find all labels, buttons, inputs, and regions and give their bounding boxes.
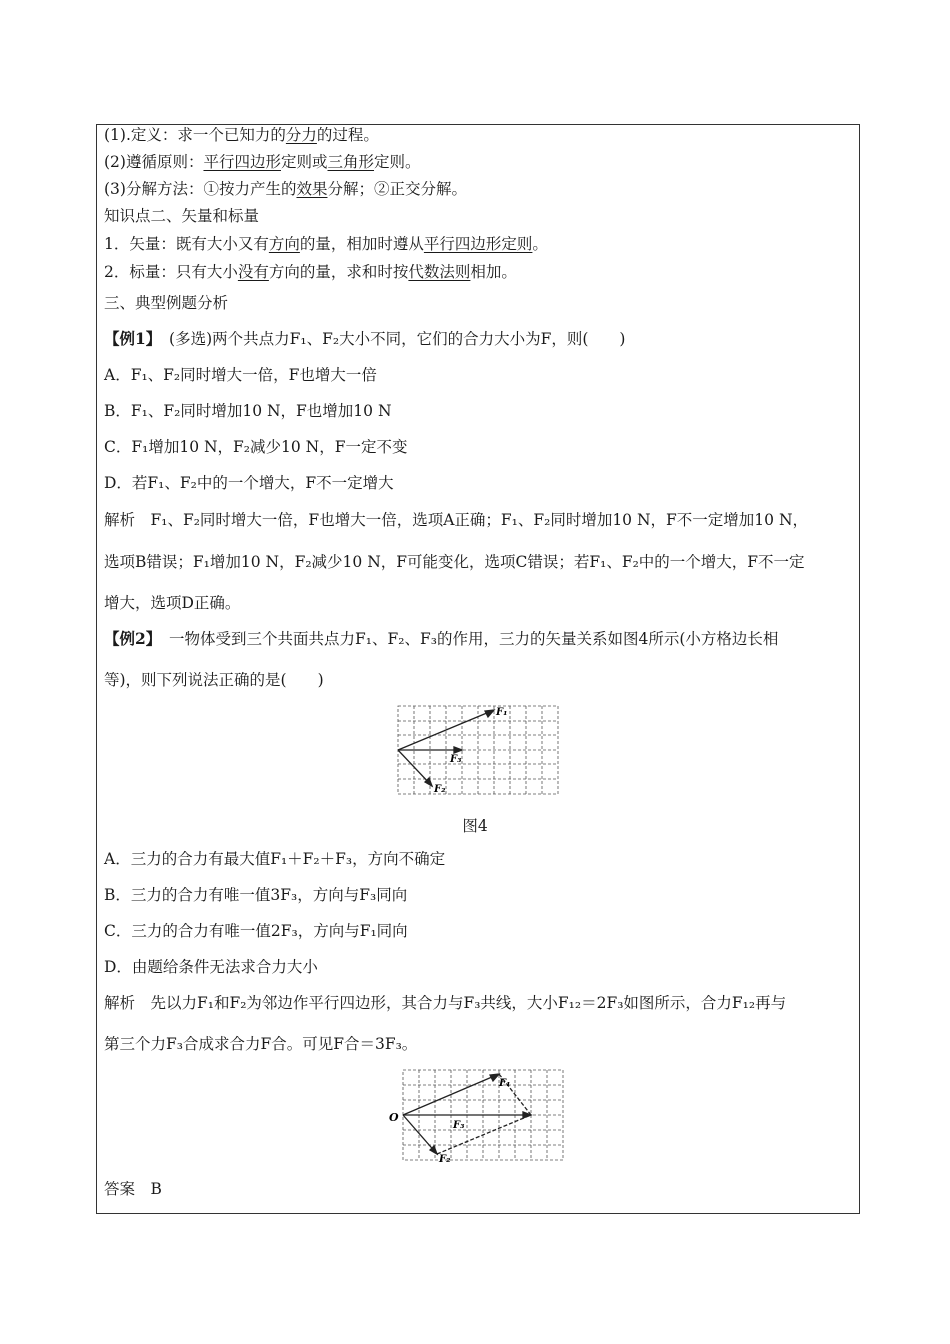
section-heading-examples: 三、典型例题分析 xyxy=(104,294,229,312)
example2-stem-2: 等)，则下列说法正确的是( ) xyxy=(104,671,324,689)
example1-option-d: D．若F₁、F₂中的一个增大，F不一定增大 xyxy=(104,474,394,492)
example2-option-c: C．三力的合力有唯一值2F₃，方向与F₁同向 xyxy=(104,922,408,940)
example1-solution-3: 增大，选项D正确。 xyxy=(104,594,241,612)
f3-label: F₃ xyxy=(450,754,462,765)
example1-option-a: A．F₁、F₂同时增大一倍，F也增大一倍 xyxy=(104,366,377,384)
method-line: (3)分解方法：①按力产生的效果分解；②正交分解。 xyxy=(104,180,467,198)
example2-option-a: A．三力的合力有最大值F₁＋F₂＋F₃，方向不确定 xyxy=(104,850,446,868)
origin-label: O xyxy=(389,1111,399,1124)
f3-label-2: F₃ xyxy=(453,1120,465,1131)
f2-label: F₂ xyxy=(434,784,446,795)
solution-force-diagram xyxy=(385,1066,567,1164)
f2-label-2: F₂ xyxy=(439,1154,451,1164)
example1-solution-2: 选项B错误；F₁增加10 N，F₂减少10 N，F可能变化，选项C错误；若F₁、F₂中的一个增大，F不一定 xyxy=(104,553,805,571)
example1-option-b: B．F₁、F₂同时增加10 N，F也增加10 N xyxy=(104,402,392,420)
example1-option-c: C．F₁增加10 N，F₂减少10 N，F一定不变 xyxy=(104,438,408,456)
vector-definition: 1．矢量：既有大小又有方向的量，相加时遵从平行四边形定则。 xyxy=(104,235,548,253)
scalar-definition: 2．标量：只有大小没有方向的量，求和时按代数法则相加。 xyxy=(104,263,517,281)
example2-option-d: D．由题给条件无法求合力大小 xyxy=(104,958,318,976)
figure-4-force-diagram xyxy=(392,702,562,796)
example1-solution-1: 解析 F₁、F₂同时增大一倍，F也增大一倍，选项A正确；F₁、F₂同时增加10 N，F不一定增加10 N， xyxy=(104,511,809,529)
f1-label: F₁ xyxy=(496,707,508,718)
principle-line: (2)遵循原则：平行四边形定则或三角形定则。 xyxy=(104,153,421,171)
example1-stem: 【例1】 (多选)两个共点力F₁、F₂大小不同，它们的合力大小为F，则( ) xyxy=(104,329,626,348)
answer-line: 答案 B xyxy=(104,1180,162,1198)
definition-line: (1).定义：求一个已知力的分力的过程。 xyxy=(104,126,379,144)
example2-option-b: B．三力的合力有唯一值3F₃，方向与F₃同向 xyxy=(104,886,408,904)
figure-caption: 图4 xyxy=(462,817,488,835)
f1-label-2: F₁ xyxy=(499,1078,511,1089)
example2-solution-1: 解析 先以力F₁和F₂为邻边作平行四边形，其合力与F₃共线，大小F₁₂＝2F₃如图所示，合力F₁₂再与 xyxy=(104,994,787,1012)
example2-solution-2: 第三个力F₃合成求合力F合。可见F合＝3F₃。 xyxy=(104,1035,418,1053)
section-heading: 知识点二、矢量和标量 xyxy=(104,207,260,225)
example2-stem-1: 【例2】 一物体受到三个共面共点力F₁、F₂、F₃的作用，三力的矢量关系如图4所示(小方格边长相 xyxy=(104,629,779,648)
